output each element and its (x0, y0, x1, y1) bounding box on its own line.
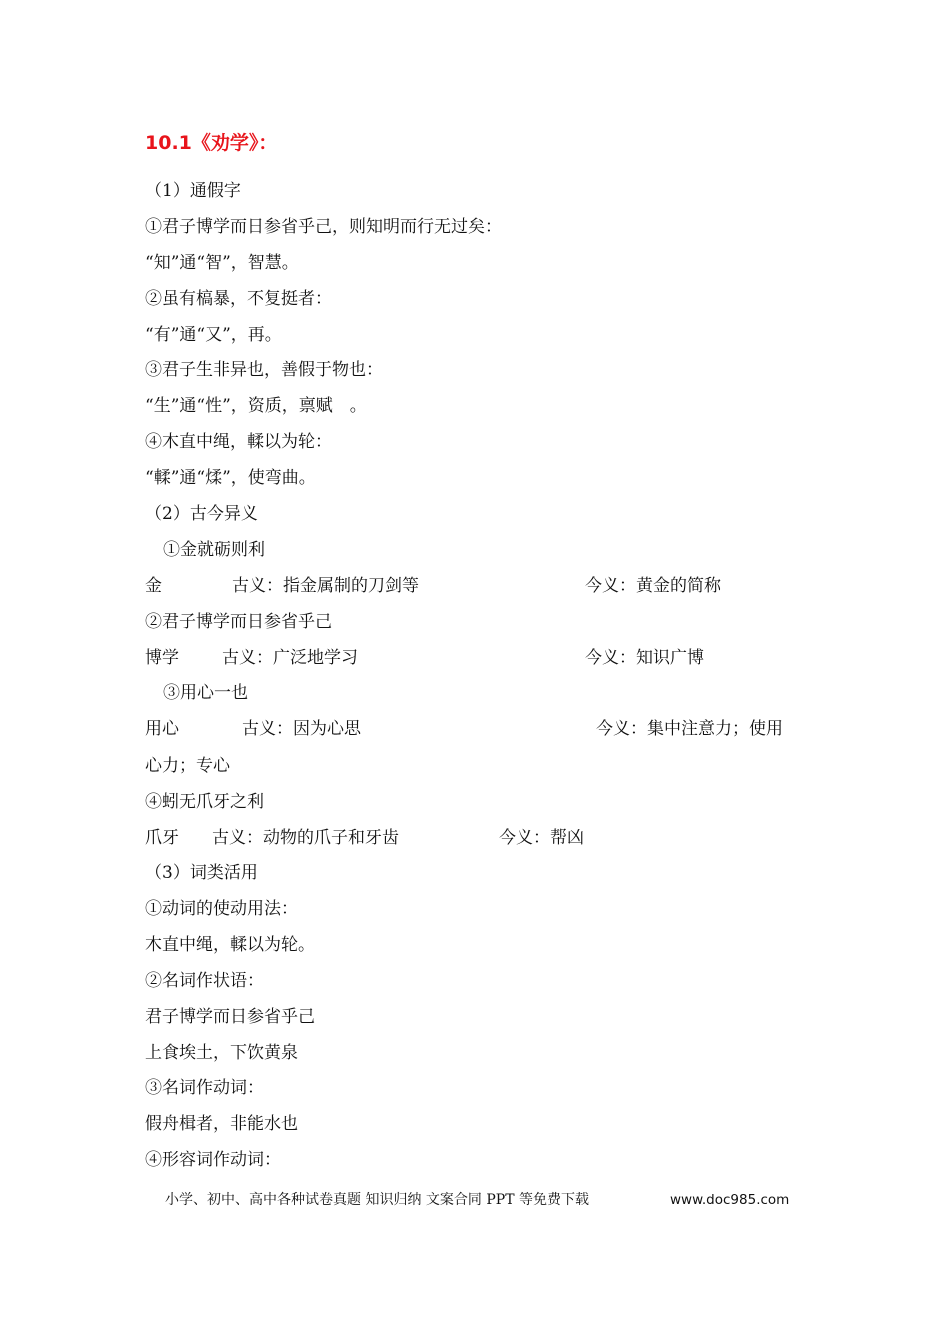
term-word: 爪牙 (145, 828, 179, 848)
text-line: 君子博学而日参省乎己 (145, 1007, 315, 1027)
modern-meaning: 今义：知识广博 (585, 648, 704, 668)
text-line: ②名词作状语： (145, 971, 264, 991)
text-line: ②虽有槁暴，不复挺者： (145, 289, 332, 309)
ancient-meaning: 古义：广泛地学习 (222, 648, 358, 668)
modern-meaning-continued: 心力；专心 (145, 756, 230, 776)
text-line: “知”通“智”，智慧。 (145, 253, 299, 273)
example-sentence: ②君子博学而日参省乎己 (145, 612, 332, 632)
text-line: ④形容词作动词： (145, 1150, 281, 1170)
text-line: ①君子博学而日参省乎己，则知明而行无过矣： (145, 217, 502, 237)
text-line: 假舟楫者，非能水也 (145, 1114, 298, 1134)
text-line: ③名词作动词： (145, 1078, 264, 1098)
text-line: “輮”通“煣”，使弯曲。 (145, 468, 316, 488)
term-word: 博学 (145, 648, 179, 668)
section-heading-tongjiazi: （1）通假字 (145, 181, 241, 201)
ancient-meaning: 古义：动物的爪子和牙齿 (212, 828, 399, 848)
example-sentence: ④蚓无爪牙之利 (145, 792, 264, 812)
term-word: 金 (145, 576, 162, 596)
text-line: “有”通“又”，再。 (145, 325, 282, 345)
text-line: 木直中绳，輮以为轮。 (145, 935, 315, 955)
modern-meaning: 今义：帮凶 (499, 828, 584, 848)
text-line: 上食埃土，下饮黄泉 (145, 1043, 298, 1063)
text-line: ④木直中绳，輮以为轮： (145, 432, 332, 452)
page-title: 10.1《劝学》： (145, 132, 278, 154)
modern-meaning: 今义：集中注意力；使用 (596, 719, 783, 739)
section-heading-cileihuoyong: （3）词类活用 (145, 863, 258, 883)
text-line: “生”通“性”，资质，禀赋 。 (145, 396, 367, 416)
footer-url[interactable]: www.doc985.com (670, 1192, 790, 1208)
modern-meaning: 今义：黄金的简称 (585, 576, 721, 596)
text-line: ③君子生非异也，善假于物也： (145, 360, 383, 380)
text-line: ①动词的使动用法： (145, 899, 298, 919)
example-sentence: ③用心一也 (163, 683, 248, 703)
ancient-meaning: 古义：指金属制的刀剑等 (232, 576, 419, 596)
footer-text: 小学、初中、高中各种试卷真题 知识归纳 文案合同 PPT 等免费下载 (165, 1192, 589, 1208)
section-heading-gujinyiyi: （2）古今异义 (145, 504, 258, 524)
term-word: 用心 (145, 719, 179, 739)
ancient-meaning: 古义：因为心思 (242, 719, 361, 739)
example-sentence: ①金就砺则利 (163, 540, 265, 560)
